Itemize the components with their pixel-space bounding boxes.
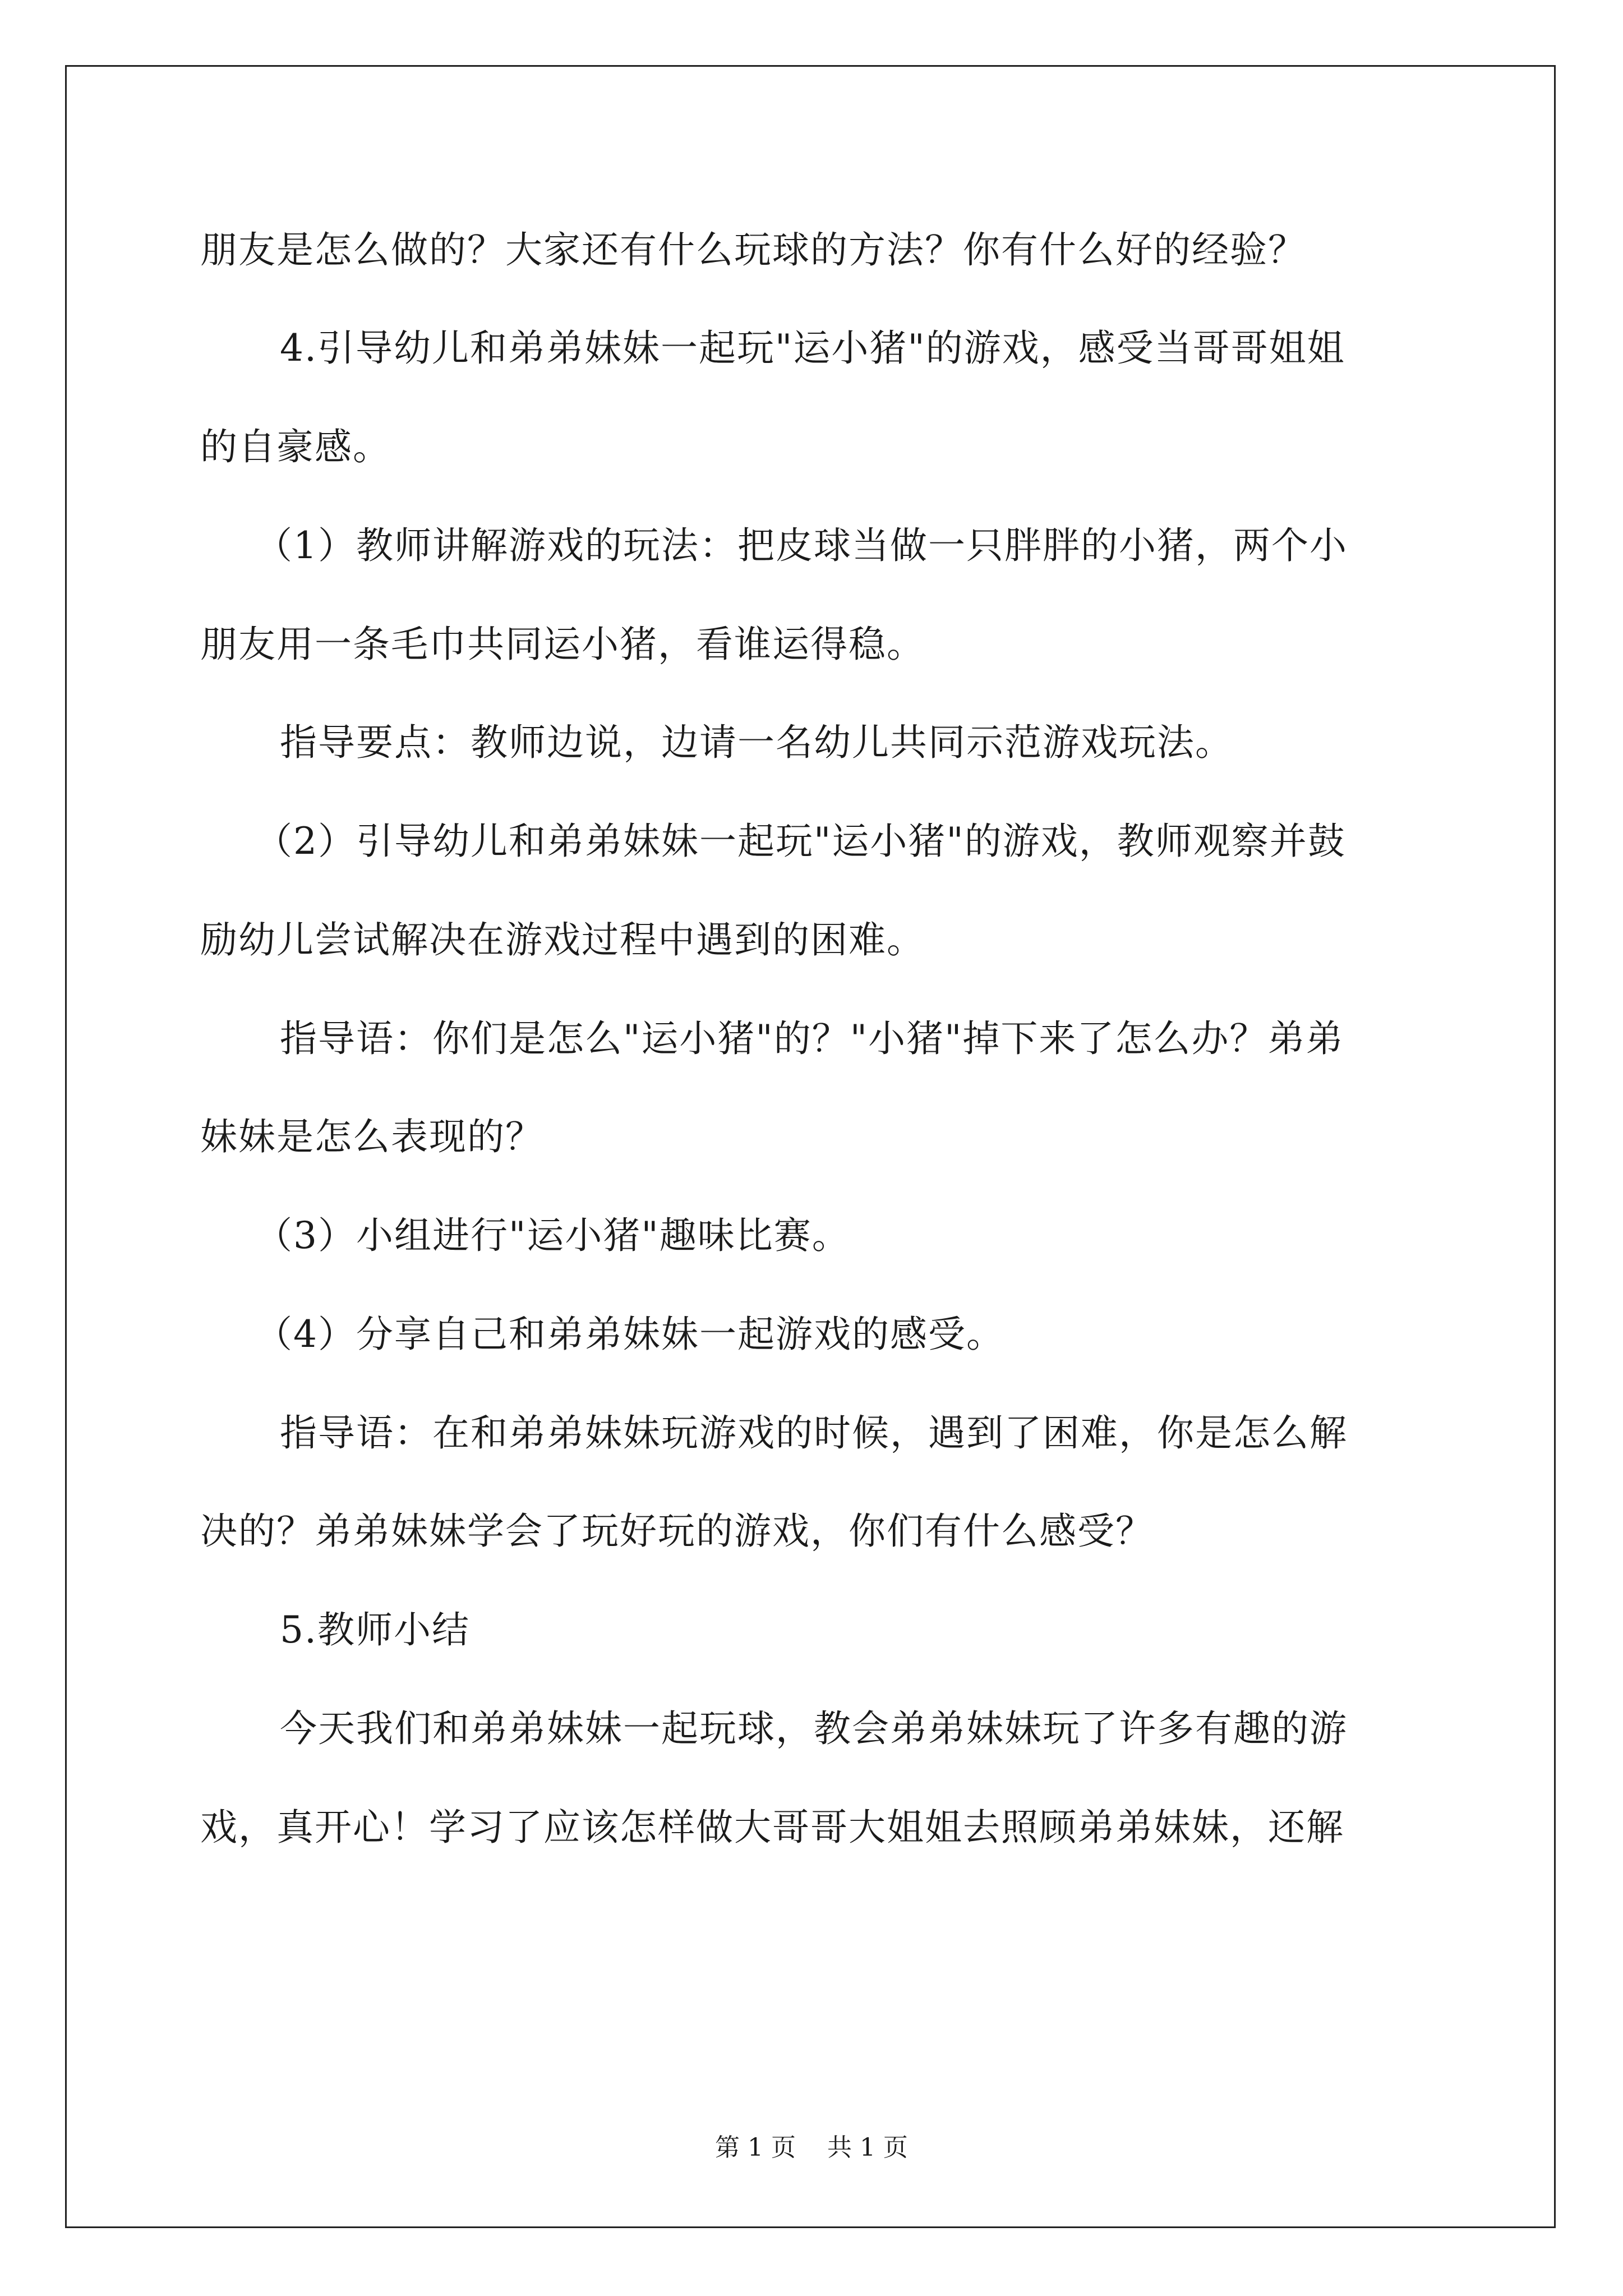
text-line: 励幼儿尝试解决在游戏过程中遇到的困难。: [200, 918, 925, 961]
text-line: 的自豪感。: [200, 425, 391, 468]
text-line: 4.引导幼儿和弟弟妹妹一起玩"运小猪"的游戏，感受当哥哥姐姐: [280, 326, 1345, 370]
text-line: 朋友用一条毛巾共同运小猪，看谁运得稳。: [200, 623, 925, 666]
text-line: 戏，真开心！学习了应该怎样做大哥哥大姐姐去照顾弟弟妹妹，还解: [200, 1806, 1344, 1849]
text-line: 指导语：在和弟弟妹妹玩游戏的时候，遇到了困难，你是怎么解: [280, 1411, 1348, 1455]
page-footer: 第 1 页 共 1 页: [715, 2133, 908, 2162]
text-line: 指导要点：教师边说，边请一名幼儿共同示范游戏玩法。: [280, 721, 1233, 764]
text-line: （3）小组进行"运小猪"趣味比赛。: [255, 1214, 850, 1257]
text-line: 决的？弟弟妹妹学会了玩好玩的游戏，你们有什么感受？: [200, 1510, 1154, 1553]
text-line: 5.教师小结: [280, 1608, 470, 1651]
text-line: 指导语：你们是怎么"运小猪"的？"小猪"掉下来了怎么办？弟弟: [280, 1017, 1344, 1060]
text-line: （2）引导幼儿和弟弟妹妹一起玩"运小猪"的游戏，教师观察并鼓: [255, 820, 1346, 863]
text-line: 妹妹是怎么表现的？: [200, 1115, 543, 1158]
text-line: （4）分享自己和弟弟妹妹一起游戏的感受。: [255, 1313, 1004, 1356]
text-line: 今天我们和弟弟妹妹一起玩球，教会弟弟妹妹玩了许多有趣的游: [280, 1707, 1348, 1750]
text-line: （1）教师讲解游戏的玩法：把皮球当做一只胖胖的小猪，两个小: [255, 524, 1348, 567]
text-line: 朋友是怎么做的？大家还有什么玩球的方法？你有什么好的经验？: [200, 228, 1306, 272]
